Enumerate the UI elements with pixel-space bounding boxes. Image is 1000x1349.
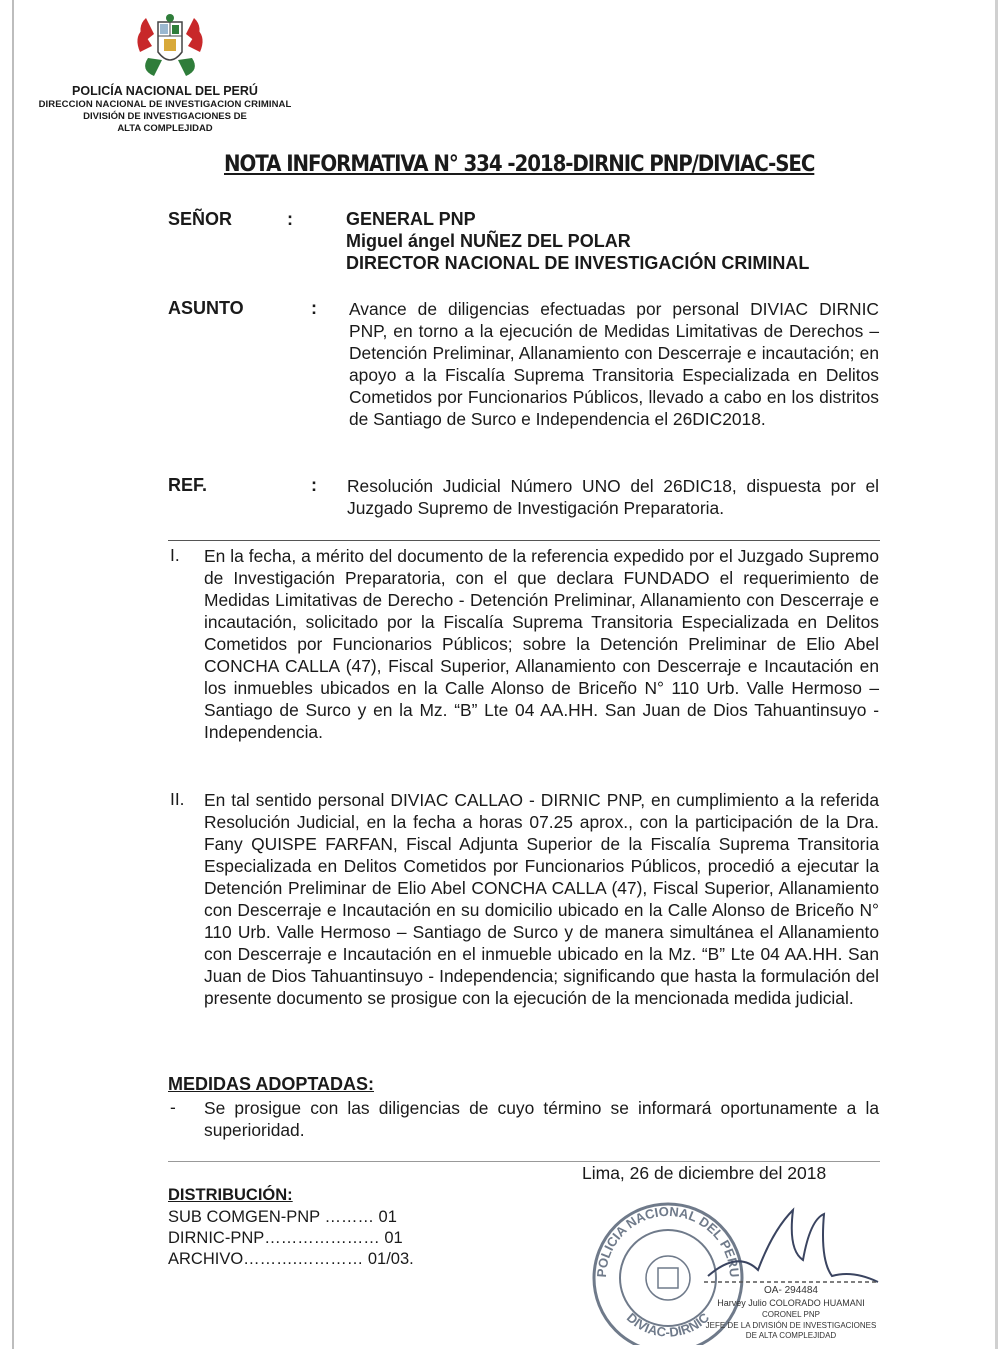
signer-role: DE ALTA COMPLEJIDAD (745, 1331, 837, 1340)
ref-text: Resolución Judicial Número UNO del 26DIC18, dispuesta por el Juzgado Supremo de Investigación Preparatoria. (347, 476, 879, 518)
separator (168, 1161, 880, 1162)
division-name-line2: ALTA COMPLEJIDAD (117, 123, 213, 134)
svg-text:DIVIAC-DIRNIC (624, 1309, 713, 1339)
senor-colon: : (287, 209, 293, 229)
asunto-label: ASUNTO (168, 298, 244, 318)
asunto-text: Avance de diligencias efectuadas por personal DIVIAC DIRNIC PNP, en torno a la ejecución de Medidas Limitativas de Derechos – Detención Preliminar, Allanamiento con Descerraje e incautación; en apoyo a la Fiscalía Suprema Transitoria Especializada en Delitos Cometidos por Funcionarios Públicos, llevado a cabo en los distritos de Santiago de Surco e Independencia el 26DIC2018. (349, 299, 879, 429)
medidas-bullet: - (170, 1097, 176, 1117)
recipient-name: Miguel ángel NUÑEZ DEL POLAR (346, 231, 631, 251)
signer-rank: CORONEL PNP (762, 1310, 820, 1319)
coat-of-arms-icon (134, 12, 206, 82)
recipient-title: DIRECTOR NACIONAL DE INVESTIGACIÓN CRIMINAL (346, 253, 810, 273)
stamp-and-signature (588, 1190, 898, 1345)
section-text: En tal sentido personal DIVIAC CALLAO - DIRNIC PNP, en cumplimiento a la referida Resolución Judicial, en la fecha a horas 07.25 aprox., con la participación de la Dra. Fany QUISPE FARFAN, Fiscal Adjunta Superior de la Fiscalía Suprema Transitoria Especializada en Delitos Cometidos por Funcionarios Públicos, procedió a ejecutar la Detención Preliminar de Elio Abel CONCHA CALLA (47), Fiscal Superior, Allanamiento con Descerraje e Incautación en su domicilio ubicado en la Calle Alonso de Briceño N° 110 Urb. Valle Hermoso – Santiago de Surco y de manera simultánea el Allanamiento con Descerraje e Incautación en el inmueble ubicado en la Mz. “B” Lte 04 AA.HH. San Juan de Dios Tahuantinsuyo - Independencia; significando que hasta la formulación del presente documento se prosigue con la ejecución de la mencionada medida judicial. (204, 790, 879, 1008)
signer-name: Harvey Julio COLORADO HUAMANI (717, 1298, 865, 1308)
document-title: NOTA INFORMATIVA N° 334 -2018-DIRNIC PNP/DIVIAC-SEC (224, 152, 815, 177)
signer-role: JEFE DE LA DIVISIÓN DE INVESTIGACIONES (705, 1321, 877, 1330)
page-edge-right (995, 0, 998, 1349)
medidas-text: Se prosigue con las diligencias de cuyo término se informará oportunamente a la superioridad. (204, 1098, 879, 1140)
section-text: En la fecha, a mérito del documento de la referencia expedido por el Juzgado Supremo de Investigación Preparatoria, con el que declara FUNDADO el requerimiento de Medidas Limitativas de Derecho - Detención Preliminar, Allanamiento con Descerraje e incautación, solicitado por la Fiscalía Suprema Transitoria Especializada en Delitos Cometidos por Funcionarios Públicos; sobre la Detención Preliminar de Elio Abel CONCHA CALLA (47), Fiscal Superior, Allanamiento con Descerraje e Incautación en los inmuebles ubicados en la Calle Alonso de Briceño N° 110 Urb. Valle Hermoso – Santiago de Surco y en la Mz. “B” Lte 04 AA.HH. San Juan de Dios Tahuantinsuyo - Independencia. (204, 546, 879, 742)
signature-id: OA- 294484 (764, 1285, 818, 1296)
document-date: Lima, 26 de diciembre del 2018 (582, 1163, 827, 1183)
distribution-item: ARCHIVO……….………… 01/03. (168, 1250, 414, 1268)
separator (168, 540, 880, 541)
directorate-name: DIRECCION NACIONAL DE INVESTIGACION CRIMINAL (38, 99, 292, 110)
seal-text-bottom: DIVIAC-DIRNIC (623, 1309, 713, 1340)
seal-text-top: POLICIA NACIONAL DEL PERU (593, 1203, 743, 1278)
ref-label: REF. (168, 475, 208, 495)
section-number: II. (170, 789, 185, 809)
page-edge-left (12, 0, 14, 1349)
ref-colon: : (311, 475, 317, 495)
recipient-rank: GENERAL PNP (346, 209, 476, 229)
senor-label: SEÑOR (168, 209, 233, 229)
distribution-item: DIRNIC-PNP………………… 01 (168, 1229, 403, 1247)
distribution-heading: DISTRIBUCIÓN: (168, 1186, 293, 1204)
asunto-colon: : (311, 298, 317, 318)
section-number: I. (170, 545, 180, 565)
distribution-item: SUB COMGEN-PNP ……… 01 (168, 1208, 397, 1226)
medidas-heading: MEDIDAS ADOPTADAS: (168, 1074, 374, 1094)
institution-name: POLICÍA NACIONAL DEL PERÚ (72, 84, 258, 98)
division-name-line1: DIVISIÓN DE INVESTIGACIONES DE (83, 111, 247, 122)
